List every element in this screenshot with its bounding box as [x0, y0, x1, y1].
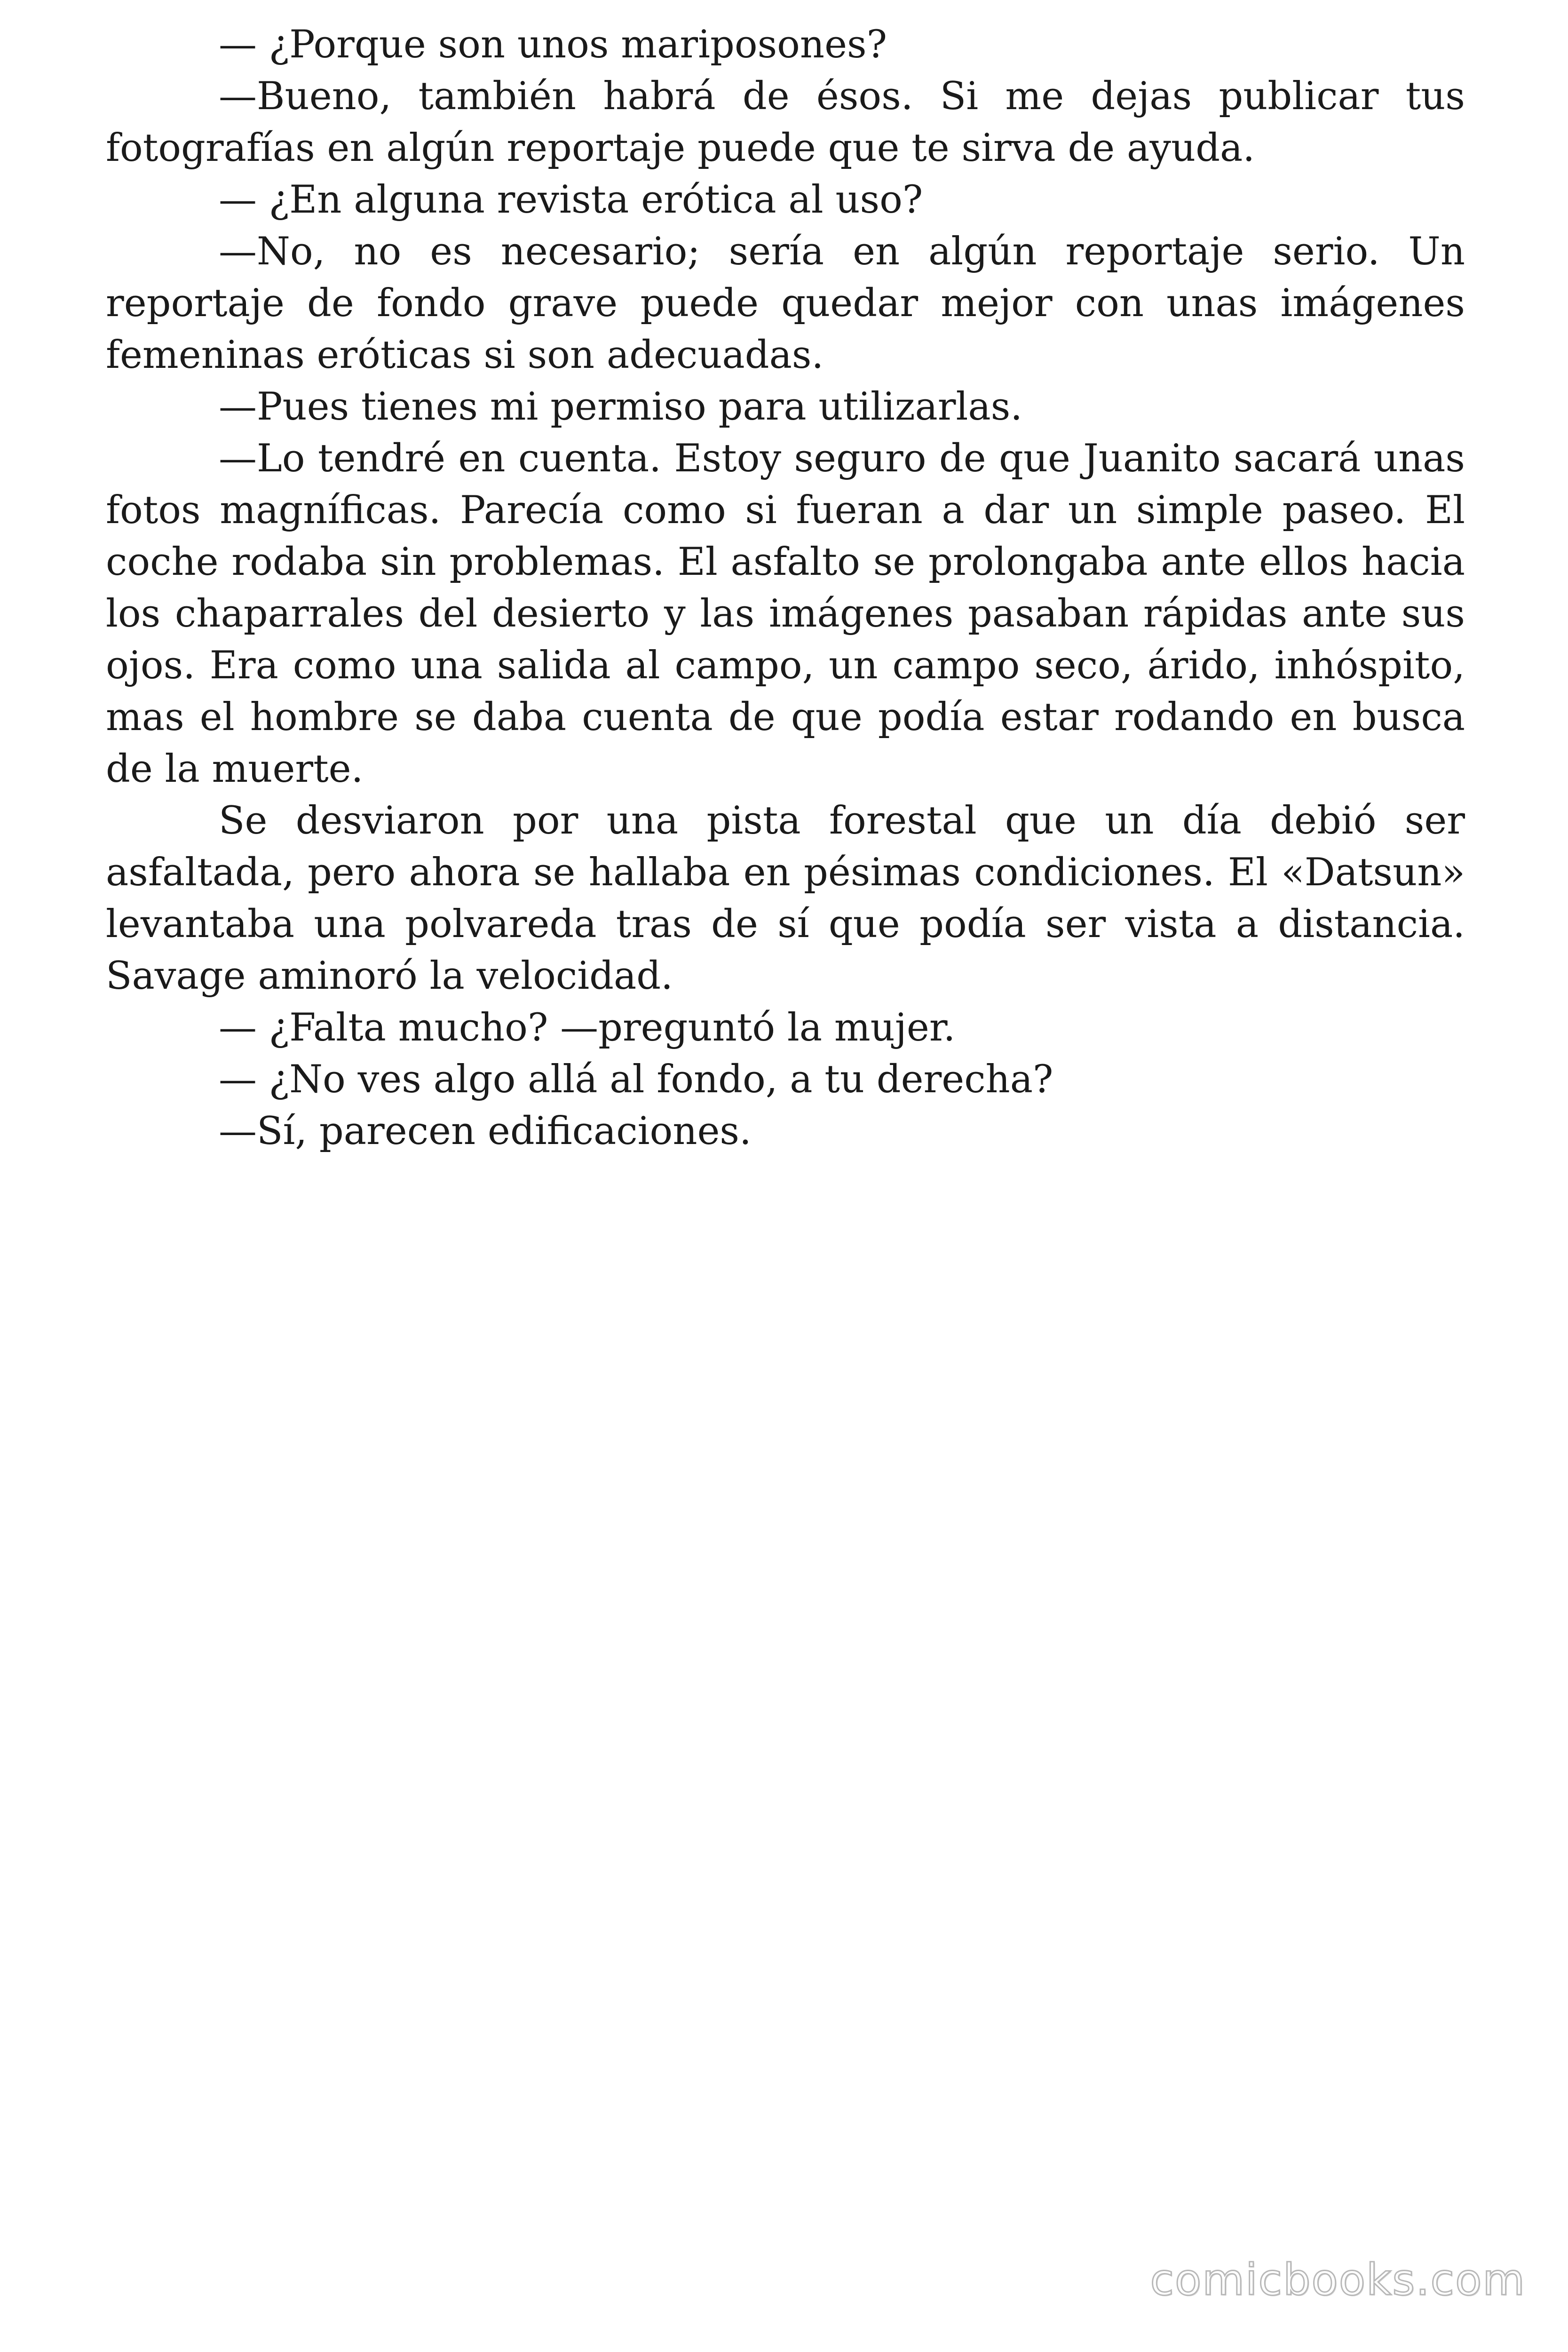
- paragraph: —Pues tienes mi permiso para utilizarlas.: [219, 385, 1023, 429]
- watermark-text: comicbooks.com: [1150, 2255, 1526, 2305]
- paragraph: —Sí, parecen edificaciones.: [219, 1109, 752, 1153]
- document-page: [106, 19, 1465, 1157]
- paragraph: — ¿Porque son unos mariposones?: [219, 23, 887, 67]
- paragraph: — ¿Falta mucho? —preguntó la mujer.: [219, 1006, 956, 1050]
- paragraph: —Lo tendré en cuenta. Estoy seguro de que Juanito sacará unas fotos magníficas. Parecía como si fueran a dar un simple paseo. El coche rodaba sin problemas. El asfalto se prolongaba ante ellos hacia los chaparrales del desierto y las imágenes pasaban rápidas ante sus ojos. Era como una salida al campo, un campo seco, árido, inhóspito, mas el hombre se daba cuenta de que podía estar rodando en busca de la muerte.: [106, 437, 1465, 791]
- paragraph: —No, no es necesario; sería en algún reportaje serio. Un reportaje de fondo grave puede quedar mejor con unas imágenes femeninas eróticas si son adecuadas.: [106, 230, 1465, 377]
- paragraph: Se desviaron por una pista forestal que un día debió ser asfaltada, pero ahora se hallaba en pésimas condiciones. El «Datsun» levantaba una polvareda tras de sí que podía ser vista a distancia. Savage aminoró la velocidad.: [106, 799, 1465, 998]
- paragraph: — ¿No ves algo allá al fondo, a tu derecha?: [219, 1057, 1053, 1102]
- paragraph: — ¿En alguna revista erótica al uso?: [219, 178, 923, 222]
- paragraph: —Bueno, también habrá de ésos. Si me dejas publicar tus fotografías en algún reportaje puede que te sirva de ayuda.: [106, 74, 1465, 170]
